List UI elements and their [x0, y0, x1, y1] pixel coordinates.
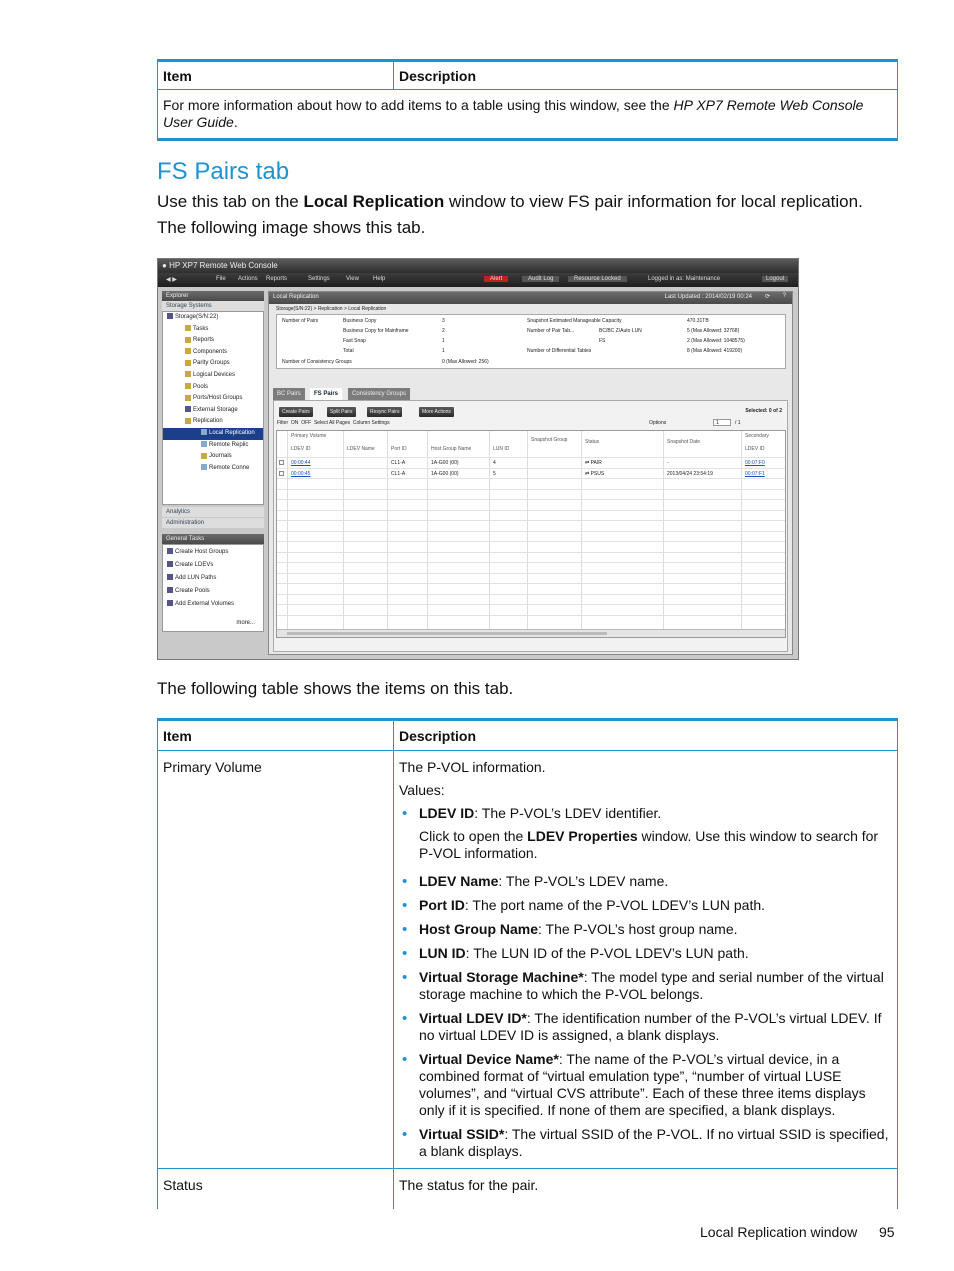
local-replication-icon — [201, 429, 207, 435]
menu-actions[interactable]: Actions — [238, 276, 258, 282]
info-table — [157, 59, 898, 141]
menu-help[interactable]: Help — [373, 276, 386, 282]
select-all-pages-button[interactable]: Select All Pages — [313, 420, 351, 426]
pools-icon — [185, 383, 191, 389]
last-updated: Last Updated : 2014/02/19 00:24 — [664, 294, 752, 300]
task-create-pools[interactable]: Create Pools — [163, 586, 263, 599]
list-item: • LDEV Name: The P-VOL’s LDEV name. — [399, 873, 892, 890]
tab-consistency-groups[interactable]: Consistency Groups — [348, 388, 410, 400]
filter-bar — [277, 420, 457, 426]
desc-primary-volume: The P-VOL information. Values: • LDEV ID: The P-VOL’s LDEV identifier. Click to open the LDEV Properties window. Use this window to search for P-VOL information. • LDEV Name: The P-VOL’s LDEV name. • Port ID: The port name of the P-VOL LDEV’s LUN path. • Host Group Name: The P-VOL’s host group name. • LUN ID: The LUN ID of the P-VOL LDEV’s LUN path. • Virtual Storage Machine*: The model type and serial number of the virtual storage machine to which the P-VOL belongs. • Virtual LDEV ID*: The identification number of the P-VOL’s virtual LDEV. If no virtual LDEV ID is assigned, a blank displays. • Virtual Device Name*: The name of the P-VOL’s virtual device, in a combined format of “virtual emulation type”, “number of virtual LUSE volumes”, and “virtual CVS attribute”. Each of these three items displays only if it is specified. If none of them are specified, a blank displays. • Virtual SSID*: The virtual SSID of the P-VOL. If no virtual SSID is specified, a blank displays. — [394, 751, 898, 1169]
fs-pairs-screenshot — [157, 258, 799, 660]
info-row: For more information about how to add items to a table using this window, see the HP XP7 Remote Web Console User Guide. — [158, 90, 898, 140]
col-item-header: Item — [158, 720, 394, 751]
more-actions-button[interactable]: More Actions — [419, 407, 454, 417]
list-item: • Virtual Storage Machine*: The model type and serial number of the virtual storage machine to which the P-VOL belongs. — [399, 969, 892, 1003]
ports-icon — [185, 395, 191, 401]
menu-reports[interactable]: Reports — [266, 276, 288, 282]
values-list — [399, 805, 892, 1160]
analytics-header[interactable]: Analytics — [162, 507, 264, 517]
list-item: • Port ID: The port name of the P-VOL LDEV’s LUN path. — [399, 897, 892, 914]
column-headers — [277, 437, 785, 455]
page-input[interactable]: 1 — [713, 419, 731, 426]
col-status[interactable]: Status — [585, 439, 600, 445]
refresh-icon[interactable]: ⟳ — [764, 294, 770, 300]
filter-off-button[interactable]: OFF — [301, 420, 312, 426]
back-icon[interactable]: ◀ ▶ — [166, 277, 177, 283]
tree-local-replication[interactable]: Local Replication — [163, 428, 263, 440]
general-tasks-header: General Tasks — [162, 534, 264, 544]
tree-external-storage[interactable]: External Storage — [163, 405, 263, 417]
col-item-header: Item — [158, 61, 394, 90]
external-storage-icon — [185, 406, 191, 412]
col-lun-id[interactable]: LUN ID — [493, 446, 510, 452]
filter-button[interactable]: Filter — [277, 420, 289, 426]
app-titlebar: ● HP XP7 Remote Web Console — [158, 259, 798, 273]
alert-button[interactable]: Alert — [484, 276, 508, 282]
list-item: • Virtual Device Name*: The name of the P-VOL’s virtual device, in a combined format of “virtual emulation type”, “number of virtual LUSE volumes”, and “virtual CVS attribute”. Each of these three items displays only if it is specified. If none of them are specified, a blank displays. — [399, 1051, 892, 1119]
page-number: 95 — [879, 1224, 895, 1240]
tree-parity-groups[interactable]: Parity Groups — [163, 358, 263, 370]
item-primary-volume: Primary Volume — [158, 751, 394, 1169]
menu-file[interactable]: File — [216, 276, 226, 282]
col-description-header: Description — [394, 720, 898, 751]
primary-volume-header: Primary Volume — [291, 433, 327, 439]
tree-journals[interactable]: Journals — [163, 451, 263, 463]
logout-button[interactable]: Logout — [762, 276, 788, 282]
menu-bar — [158, 273, 798, 287]
table-caption: The following table shows the items on this tab. — [157, 679, 514, 698]
tree-remote-connections[interactable]: Remote Conne — [163, 463, 263, 475]
external-volumes-icon — [167, 600, 173, 606]
journals-icon — [201, 453, 207, 459]
intro-paragraph: Use this tab on the Local Replication window to view FS pair information for local replication. — [157, 192, 863, 211]
tree-replication[interactable]: Replication — [163, 416, 263, 428]
task-add-lun-paths[interactable]: Add LUN Paths — [163, 573, 263, 586]
table-row[interactable]: 00:00:44 CL1-A 1A-G00 (00) 4 ⇄ PAIR - 00:07:F0 — [277, 457, 785, 468]
row-checkbox[interactable] — [279, 471, 284, 476]
task-create-host-groups[interactable]: Create Host Groups — [163, 547, 263, 560]
section-title: FS Pairs tab — [157, 158, 290, 185]
pools-task-icon — [167, 587, 173, 593]
col-port-id[interactable]: Port ID — [391, 446, 407, 452]
secondary-ldev-link[interactable]: 00:07:F0 — [745, 460, 765, 466]
filter-on-button[interactable]: ON — [290, 420, 299, 426]
breadcrumb[interactable]: Storage(S/N:22) > Replication > Local Replication — [276, 306, 387, 312]
tree-logical-devices[interactable]: Logical Devices — [163, 370, 263, 382]
col-snapshot-group[interactable]: Snapshot Group — [531, 437, 568, 443]
options-button[interactable]: Options — [649, 420, 667, 426]
replication-icon — [185, 418, 191, 424]
tree-remote-replication[interactable]: Remote Replic — [163, 440, 263, 452]
desc-status: The status for the pair. — [394, 1169, 898, 1210]
create-pairs-button[interactable]: Create Pairs — [279, 407, 313, 417]
list-item: • LDEV ID: The P-VOL’s LDEV identifier. Click to open the LDEV Properties window. Use this window to search for P-VOL information. — [399, 805, 892, 862]
help-icon[interactable]: ? — [782, 293, 786, 299]
storage-icon — [167, 313, 173, 319]
audit-log-button[interactable]: Audit Log — [522, 276, 559, 282]
local-replication-window — [268, 291, 793, 655]
remote-connections-icon — [201, 464, 207, 470]
resource-locked-button[interactable]: Resource Locked — [568, 276, 627, 282]
remote-replication-icon — [201, 441, 207, 447]
list-item: • Virtual SSID*: The virtual SSID of the P-VOL. If no virtual SSID is specified, a blank displays. — [399, 1126, 892, 1160]
resync-pairs-button[interactable]: Resync Pairs — [367, 407, 402, 417]
table-row[interactable]: 00:00:45 CL1-A 1A-G00 (00) 5 ⇄ PSUS 2013/04/24 23:54:19 00:07:F1 — [277, 468, 785, 479]
list-item: • LUN ID: The LUN ID of the P-VOL LDEV’s LUN path. — [399, 945, 892, 962]
tree-tasks[interactable]: Tasks — [163, 324, 263, 336]
ldevs-icon — [167, 561, 173, 567]
tree-ports[interactable]: Ports/Host Groups — [163, 393, 263, 405]
administration-header[interactable]: Administration — [162, 518, 264, 528]
tab-fs-pairs[interactable]: FS Pairs — [310, 388, 342, 400]
col-secondary-ldev-id[interactable]: LDEV ID — [745, 446, 765, 452]
logical-devices-icon — [185, 371, 191, 377]
tree-pools[interactable]: Pools — [163, 382, 263, 394]
navigation-tree — [162, 311, 264, 505]
row-checkbox[interactable] — [279, 460, 284, 465]
explorer-header: Explorer — [162, 291, 264, 301]
logged-in-label: Logged in as: Maintenance — [648, 276, 721, 282]
parity-groups-icon — [185, 360, 191, 366]
col-host-group-name[interactable]: Host Group Name — [431, 446, 472, 452]
components-icon — [185, 348, 191, 354]
page-total: / 1 — [735, 420, 741, 426]
explorer-panel — [162, 291, 264, 632]
selected-count: Selected: 0 of 2 — [745, 408, 782, 414]
summary-table: Number of Pairs Business Copy Business Copy for Mainframe Fast Snap Total Number of Consistency Groups 3 2 1 1 0 (Max Allowed: 256) Snapshot Estimated Manageable Capacity Number of Pair Tab... Number of Differential Tables BC/BC Z/Auto LUN FS 470.31TB 5 (Max Allowed: 32768) 2 (Max Allowed: 1048575) 8 (Max Allowed: 419200) — [276, 314, 786, 369]
pair-status-icon: ⇄ PAIR — [585, 460, 602, 466]
menu-view[interactable]: View — [346, 276, 359, 282]
task-create-ldevs[interactable]: Create LDEVs — [163, 560, 263, 573]
item-status: Status — [158, 1169, 394, 1210]
col-ldev-id[interactable]: LDEV ID — [291, 446, 311, 452]
col-description-header: Description — [394, 61, 898, 90]
tasks-icon — [185, 325, 191, 331]
tree-reports[interactable]: Reports — [163, 335, 263, 347]
col-ldev-name[interactable]: LDEV Name — [347, 446, 375, 452]
split-pairs-button[interactable]: Split Pairs — [327, 407, 356, 417]
horizontal-scrollbar[interactable] — [277, 629, 785, 637]
col-snapshot-date[interactable]: Snapshot Date — [667, 439, 701, 445]
ldev-id-link[interactable]: 00:00:45 — [291, 470, 311, 477]
footer-section: Local Replication window — [700, 1224, 858, 1240]
column-settings-button[interactable]: Column Settings — [352, 420, 390, 426]
ldev-id-link[interactable]: 00:00:44 — [291, 460, 311, 466]
lun-paths-icon — [167, 574, 173, 580]
more-tasks-link[interactable]: more... — [236, 620, 255, 626]
tab-bc-pairs[interactable]: BC Pairs — [273, 388, 305, 400]
tree-components[interactable]: Components — [163, 347, 263, 359]
tree-storage[interactable]: Storage(S/N:22) — [163, 312, 263, 324]
list-item: • Host Group Name: The P-VOL’s host group name. — [399, 921, 892, 938]
reports-icon — [185, 337, 191, 343]
secondary-header: Secondary — [745, 433, 769, 439]
hp-logo-icon: ● — [162, 261, 167, 270]
secondary-ldev-link[interactable]: 00:07:F1 — [745, 470, 765, 477]
items-table — [157, 718, 898, 1209]
menu-settings[interactable]: Settings — [308, 276, 330, 282]
window-header: Local Replication Last Updated : 2014/02/19 00:24 ⟳ ? — [269, 292, 792, 304]
guide-title: HP XP7 Remote Web Console User Guide — [163, 97, 864, 130]
fs-pairs-table — [276, 430, 786, 638]
task-add-external-volumes[interactable]: Add External Volumes — [163, 599, 263, 612]
list-item: • Virtual LDEV ID*: The identification number of the P-VOL’s virtual LDEV. If no virtual LDEV ID is assigned, a blank displays. — [399, 1010, 892, 1044]
host-groups-icon — [167, 548, 173, 554]
psus-status-icon: ⇄ PSUS — [585, 470, 605, 477]
storage-systems-header[interactable]: Storage Systems — [162, 301, 264, 311]
image-caption: The following image shows this tab. — [157, 218, 426, 237]
general-tasks-list — [162, 544, 264, 632]
